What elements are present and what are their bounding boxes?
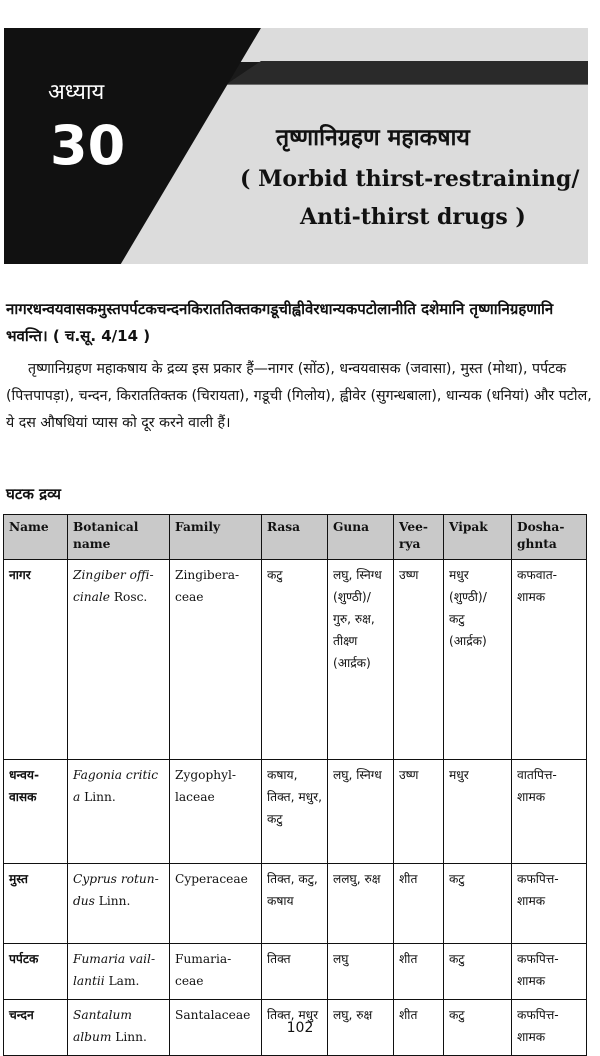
cell-family: Santalaceae xyxy=(170,1000,262,1056)
botanical-italic: Fagonia critic a xyxy=(73,768,159,804)
cell-veerya: शीत xyxy=(394,1000,444,1056)
cell-botanical xyxy=(68,944,170,1000)
cell-name: नागर xyxy=(4,560,68,760)
cell-vipak: मधुर xyxy=(444,760,512,864)
botanical-italic: Zingiber offi- cinale xyxy=(73,568,154,604)
header-rasa: Rasa xyxy=(262,515,328,560)
cell-rasa: तिक्त xyxy=(262,944,328,1000)
cell-doshaghnta: वातपित्त- शामक xyxy=(512,760,587,864)
botanical-author: Linn. xyxy=(84,790,116,804)
cell-family: Zygophyl- laceae xyxy=(170,760,262,864)
cell-veerya: उष्ण xyxy=(394,760,444,864)
cell-family: Fumaria- ceae xyxy=(170,944,262,1000)
cell-guna: लघु, स्निग्ध (शुण्ठी)/ गुरु, रुक्ष, तीक्ष्ण (आर्द्रक) xyxy=(328,560,394,760)
cell-family: Cyperaceae xyxy=(170,864,262,944)
header-family: Family xyxy=(170,515,262,560)
cell-guna: लघु, रुक्ष xyxy=(328,1000,394,1056)
cell-doshaghnta: कफपित्त- शामक xyxy=(512,1000,587,1056)
chapter-title-hindi: तृष्णानिग्रहण महाकषाय xyxy=(276,125,470,151)
verse-reference: ( च.सू. 4/14 ) xyxy=(52,327,151,345)
botanical-author: Rosc. xyxy=(113,590,148,604)
cell-family: Zingibera- ceae xyxy=(170,560,262,760)
botanical-italic: Santalum album xyxy=(73,1008,132,1044)
description-paragraph: तृष्णानिग्रहण महाकषाय के द्रव्य इस प्रकार हैं—नागर (सोंठ), धन्वयवासक (जवासा), मुस्त (मोथा), पर्पटक (पित्तपापड़ा), चन्दन, किराततिक्तक (चिरायता), गडूची (गिलोय), ह्वीवेर (सुगन्धबाला), धान्यक (धनियां) और पटोल, ये दस औषधियां प्यास को दूर करने वाली हैं। xyxy=(6,361,592,431)
cell-doshaghnta: कफवात- शामक xyxy=(512,560,587,760)
cell-rasa: तिक्त, मधुर xyxy=(262,1000,328,1056)
table-row xyxy=(4,760,587,864)
page-number: 102 xyxy=(286,1020,314,1036)
cell-vipak: मधुर (शुण्ठी)/ कटु (आर्द्रक) xyxy=(444,560,512,760)
cell-name: चन्दन xyxy=(4,1000,68,1056)
header-name: Name xyxy=(4,515,68,560)
header-veerya: Vee-rya xyxy=(394,515,444,560)
cell-guna: लघु, स्निग्ध xyxy=(328,760,394,864)
verse-text: नागरधन्वयवासकमुस्तपर्पटकचन्दनकिराततिक्तकगडूचीह्वीवेरधान्यकपटोलानीति दशेमानि तृष्णानिग्रहणानि भवन्ति। xyxy=(6,300,554,345)
cell-botanical xyxy=(68,864,170,944)
cell-rasa: तिक्त, कटु, कषाय xyxy=(262,864,328,944)
cell-vipak: कटु xyxy=(444,944,512,1000)
cell-name: पर्पटक xyxy=(4,944,68,1000)
cell-vipak: कटु xyxy=(444,864,512,944)
table-header-row xyxy=(4,515,587,560)
botanical-italic: Fumaria vail- lantii xyxy=(73,952,156,988)
cell-doshaghnta: कफपित्त- शामक xyxy=(512,944,587,1000)
header-guna: Guna xyxy=(328,515,394,560)
botanical-author: Linn. xyxy=(98,894,131,908)
cell-veerya: उष्ण xyxy=(394,560,444,760)
cell-veerya: शीत xyxy=(394,944,444,1000)
cell-botanical xyxy=(68,560,170,760)
botanical-italic: Cyprus rotun- dus xyxy=(73,872,159,908)
table-row xyxy=(4,560,587,760)
cell-veerya: शीत xyxy=(394,864,444,944)
cell-name: धन्वय- वासक xyxy=(4,760,68,864)
chapter-banner xyxy=(4,28,588,264)
cell-guna: ललघु, रुक्ष xyxy=(328,864,394,944)
header-botanical: Botanical name xyxy=(68,515,170,560)
cell-vipak: कटु xyxy=(444,1000,512,1056)
chapter-title-english-line2: Anti-thirst drugs ) xyxy=(300,204,526,230)
cell-name: मुस्त xyxy=(4,864,68,944)
table-row xyxy=(4,944,587,1000)
header-doshaghnta: Dosha-ghnta xyxy=(512,515,587,560)
chapter-number: 30 xyxy=(50,114,126,177)
sanskrit-verse xyxy=(6,296,592,350)
cell-botanical xyxy=(68,760,170,864)
ingredients-table xyxy=(3,514,587,1056)
chapter-title-english-line1: ( Morbid thirst-restraining/ xyxy=(240,166,580,192)
section-title: घटक द्रव्य xyxy=(6,485,61,503)
header-vipak: Vipak xyxy=(444,515,512,560)
table-row xyxy=(4,864,587,944)
cell-guna: लघु xyxy=(328,944,394,1000)
botanical-author: Linn. xyxy=(115,1030,147,1044)
botanical-author: Lam. xyxy=(108,974,140,988)
chapter-label: अध्याय xyxy=(48,80,105,105)
cell-rasa: कटु xyxy=(262,560,328,760)
cell-rasa: कषाय, तिक्त, मधुर, कटु xyxy=(262,760,328,864)
cell-doshaghnta: कफपित्त- शामक xyxy=(512,864,587,944)
